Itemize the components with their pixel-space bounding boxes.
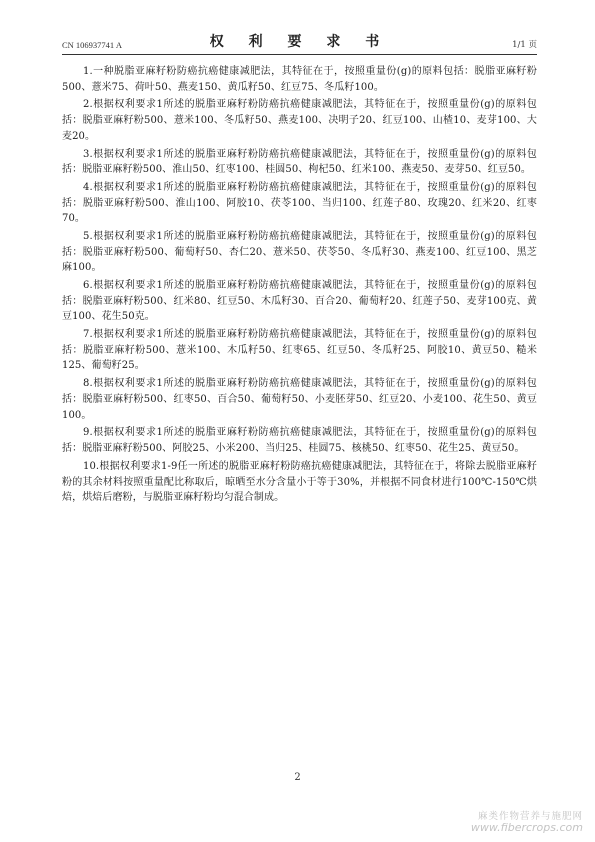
watermark (471, 811, 583, 833)
claim-3: 3.根据权利要求1所述的脱脂亚麻籽粉防癌抗癌健康减肥法，其特征在于，按照重量份(g)的原料包括：脱脂亚麻籽粉500、淮山50、红枣100、桂圆50、枸杞50、红米100、燕麦50、麦芽50、红豆50。 (62, 148, 537, 176)
claim-9: 9.根据权利要求1所述的脱脂亚麻籽粉防癌抗癌健康减肥法，其特征在于，按照重量份(g)的原料包括：脱脂亚麻籽粉500、阿胶25、小米200、当归25、桂圆75、核桃50、红枣50、花生25、黄豆50。 (62, 427, 537, 455)
claim-6: 6.根据权利要求1所述的脱脂亚麻籽粉防癌抗癌健康减肥法，其特征在于，按照重量份(g)的原料包括：脱脂亚麻籽粉500、红米80、红豆50、木瓜籽30、百合20、葡萄籽20、红莲子50、麦芽100克、黄豆100、花生50克。 (62, 280, 537, 323)
claim-7: 7.根据权利要求1所述的脱脂亚麻籽粉防癌抗癌健康减肥法，其特征在于，按照重量份(g)的原料包括：脱脂亚麻籽粉500、薏米100、木瓜籽50、红枣65、红豆50、冬瓜籽25、阿胶10、黄豆50、糙米125、葡萄籽25。 (62, 329, 537, 372)
claim-4: 4.根据权利要求1所述的脱脂亚麻籽粉防癌抗癌健康减肥法，其特征在于，按照重量份(g)的原料包括：脱脂亚麻籽粉500、淮山100、阿胶10、茯苓100、当归100、红莲子80、玫瑰20、红米20、红枣70。 (62, 182, 537, 225)
claim-8: 8.根据权利要求1所述的脱脂亚麻籽粉防癌抗癌健康减肥法，其特征在于，按照重量份(g)的原料包括：脱脂亚麻籽粉500、红枣50、百合50、葡萄籽50、小麦胚芽50、红豆20、小麦100、花生50、黄豆100。 (62, 378, 537, 421)
page-title: 权 利 要 求 书 (209, 34, 390, 50)
claim-1: 1.一种脱脂亚麻籽粉防癌抗癌健康减肥法，其特征在于，按照重量份(g)的原料包括：脱脂亚麻籽粉500、薏米75、荷叶50、燕麦150、黄瓜籽50、红豆75、冬瓜籽100。 (62, 66, 537, 93)
claim-5: 5.根据权利要求1所述的脱脂亚麻籽粉防癌抗癌健康减肥法，其特征在于，按照重量份(g)的原料包括：脱脂亚麻籽粉500、葡萄籽50、杏仁20、薏米50、茯苓50、冬瓜籽30、燕麦100、红豆100、黑芝麻100。 (62, 231, 537, 274)
claim-10: 10.根据权利要求1-9任一所述的脱脂亚麻籽粉防癌抗癌健康减肥法，其特征在于，将除去脱脂亚麻籽粉的其余材料按照重量配比称取后，晾晒至水分含量小于等于30%，并根据不同食材进行100℃-150℃烘焙，烘焙后磨粉，与脱脂亚麻籽粉均匀混合制成。 (62, 460, 537, 504)
page-number: 2 (294, 772, 301, 783)
claims-body (62, 64, 537, 508)
doc-number: CN 106937741 A (62, 40, 122, 50)
claim-2: 2.根据权利要求1所述的脱脂亚麻籽粉防癌抗癌健康减肥法，其特征在于，按照重量份(g)的原料包括：脱脂亚麻籽粉500、薏米100、冬瓜籽50、燕麦100、决明子20、红豆100、山楂10、麦芽100、大麦20。 (62, 99, 537, 142)
watermark-name: 麻类作物营养与施肥网 (477, 811, 583, 822)
page-indicator: 1/1 页 (512, 40, 537, 50)
page-header (62, 30, 537, 55)
watermark-url: www.fibercrops.com (470, 821, 583, 834)
